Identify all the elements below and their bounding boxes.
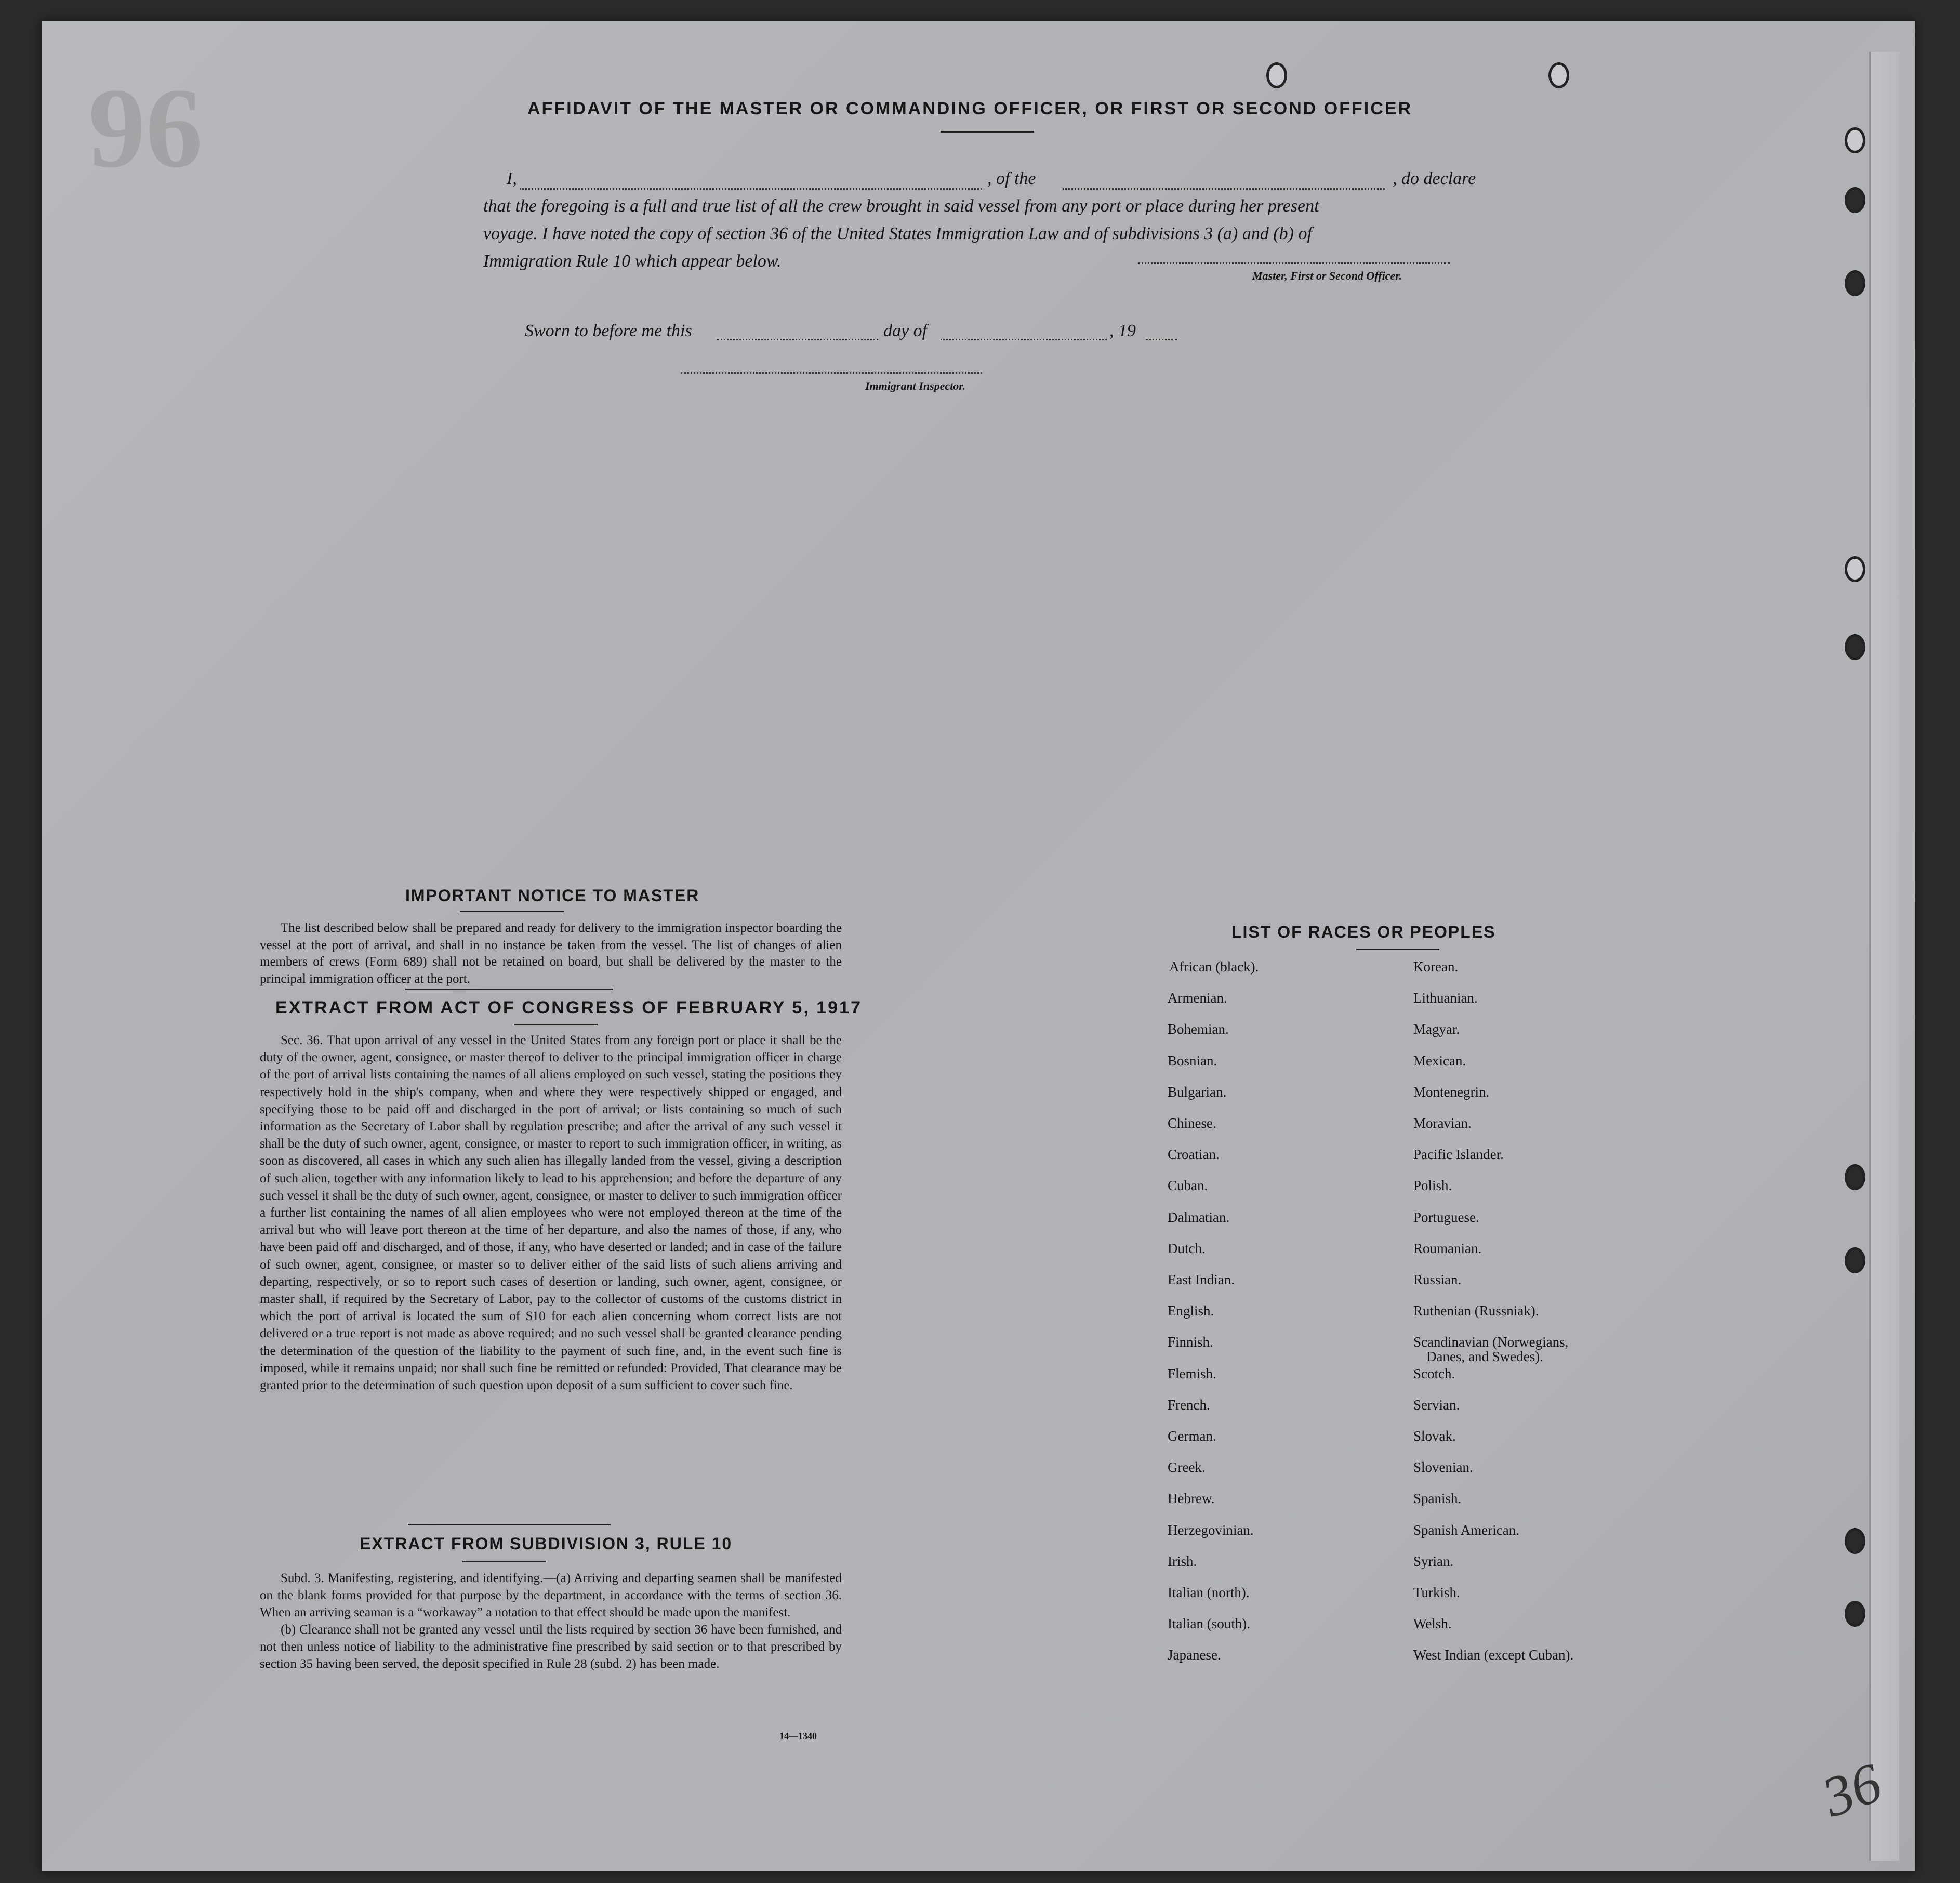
race-item: Cuban. xyxy=(1168,1178,1208,1194)
form-number: 14—1340 xyxy=(779,1731,817,1741)
race-item: Spanish American. xyxy=(1413,1522,1519,1538)
inspector-signature-line[interactable] xyxy=(681,372,982,374)
race-item: German. xyxy=(1168,1428,1216,1444)
act-extract-title: EXTRACT FROM ACT OF CONGRESS OF FEBRUARY 5, 1917 xyxy=(275,998,862,1018)
race-item: Montenegrin. xyxy=(1413,1084,1490,1100)
subdivision-3b-paragraph: (b) Clearance shall not be granted any vessel until the lists required by section 36 have been furnished, and not then unless notice of liability to the administrative fine prescribed by said section or to that prescribed by section 35 having been served, the deposit specified in Rule 28 (subd. 2) has been made. xyxy=(260,1623,842,1671)
sworn-year-field[interactable] xyxy=(1146,339,1177,340)
races-title-rule xyxy=(1356,949,1439,950)
affidavit-line-4: Immigration Rule 10 which appear below. xyxy=(483,252,782,271)
binder-hole xyxy=(1845,270,1865,296)
race-item: Flemish. xyxy=(1168,1365,1216,1381)
affidavit-i-label: I, xyxy=(507,169,517,188)
race-item: Syrian. xyxy=(1413,1553,1454,1569)
day-of-label: day of xyxy=(883,321,928,340)
race-item: Russian. xyxy=(1413,1272,1462,1287)
race-item: Slovenian. xyxy=(1413,1459,1473,1476)
officer-signature-line[interactable] xyxy=(1138,262,1450,264)
race-item: Dalmatian. xyxy=(1168,1209,1230,1225)
section-36-paragraph: Sec. 36. That upon arrival of any vessel in the United States from any foreign port or place it shall be the duty of the owner, agent, consignee, or master thereof to deliver to the principal immigration officer in charge of the port of arrival lists containing the names of all aliens employed on such vessel, stating the positions they respectively hold in the ship's company, when and where they were respectively shipped or engaged, and specifying those to be paid off and discharged in the port of arrival; or lists containing so much of such information as the Secretary of Labor shall by regulation prescribe; and after the arrival of any such vessel it shall be the duty of such owner, agent, consignee, or master to report to such immigration officer, in writing, as soon as discovered, all cases in which any such alien has illegally landed from the vessel, giving a description of such alien, together with any information likely to lead to his apprehension; and before the departure of any such vessel it shall be the duty of such owner, agent, consignee, or master to deliver to such immigration officer a further list containing the names of all alien employees who were not employed thereon at the time of the arrival but who will leave port thereon at the time of her departure, and also the names of those, if any, who have been paid off and discharged, and of those, if any, who have deserted or landed; and in case of the failure of such owner, agent, consignee, or master so to deliver either of the said lists of such aliens arriving and departing, respectively, or so to report such cases of desertion or landing, such owner, agent, consignee, or master shall, if required by the Secretary of Labor, pay to the collector of customs of the customs district in which the port of arrival is located the sum of $10 for each alien concerning whom correct lists are not delivered or a true report is not made as above required; and no such vessel shall be granted clearance pending the determination of the question of the liability to the payment of such fine, and, in the event such fine is imposed, while it remains unpaid; nor shall such fine be remitted or refunded: Provided, That clearance may be granted prior to the determination of such question upon deposit of a sum sufficient to cover such fine. xyxy=(260,1033,842,1393)
handwritten-page-number: 36 xyxy=(1814,1750,1890,1829)
notice-paragraph: The list described below shall be prepared and ready for delivery to the immigration inspector boarding the vessel at the port of arrival, and shall in no instance be taken from the vessel. The list of changes of alien members of crews (Form 689) shall not be retained on board, but shall be delivered by the master to the principal immigration officer at the port. xyxy=(260,921,842,986)
act-title-rule xyxy=(514,1024,598,1025)
subdivision-3a-paragraph: Subd. 3. Manifesting, registering, and identifying.—(a) Arriving and departing seamen shall be manifested on the blank forms provided for that purpose by the department, in accordance with the terms of section 36. When an arriving seaman is a “workaway” a notation to that effect should be made upon the manifest. xyxy=(260,1571,842,1619)
race-item: Portuguese. xyxy=(1413,1209,1479,1225)
race-item: Moravian. xyxy=(1413,1115,1472,1131)
race-item: Finnish. xyxy=(1168,1334,1213,1350)
race-item: Spanish. xyxy=(1413,1491,1462,1507)
notice-title-rule xyxy=(460,911,564,912)
race-item: Chinese. xyxy=(1168,1115,1216,1131)
race-item: Danes, and Swedes). xyxy=(1426,1349,1543,1365)
affidavit-of-the-label: , of the xyxy=(987,169,1036,188)
binder-hole xyxy=(1845,1528,1865,1554)
races-title: LIST OF RACES OR PEOPLES xyxy=(1231,923,1496,941)
binder-hole xyxy=(1845,556,1865,582)
race-item: Armenian. xyxy=(1168,990,1227,1006)
race-item: Turkish. xyxy=(1413,1585,1460,1600)
race-item: African (black). xyxy=(1169,959,1259,975)
sworn-label: Sworn to before me this xyxy=(525,321,692,340)
inspector-caption: Immigrant Inspector. xyxy=(865,379,966,392)
rule-title-rule xyxy=(462,1561,546,1562)
race-item: English. xyxy=(1168,1303,1214,1319)
race-item: Pacific Islander. xyxy=(1413,1147,1504,1163)
affidavit-title: AFFIDAVIT OF THE MASTER OR COMMANDING OFFICER, OR FIRST OR SECOND OFFICER xyxy=(527,99,1412,118)
race-item: Slovak. xyxy=(1413,1428,1456,1444)
race-item: Scandinavian (Norwegians, xyxy=(1413,1334,1569,1350)
race-item: Ruthenian (Russniak). xyxy=(1413,1303,1539,1319)
rule-extract-text xyxy=(260,1570,842,1673)
race-item: Herzegovinian. xyxy=(1168,1522,1254,1538)
race-item: Bulgarian. xyxy=(1168,1084,1227,1100)
year-label: , 19 xyxy=(1109,321,1136,340)
race-item: Welsh. xyxy=(1413,1616,1452,1632)
rule-extract-title: EXTRACT FROM SUBDIVISION 3, RULE 10 xyxy=(360,1534,733,1553)
binder-hole xyxy=(1266,62,1287,88)
race-item: Dutch. xyxy=(1168,1240,1206,1256)
notice-title: IMPORTANT NOTICE TO MASTER xyxy=(405,886,700,905)
race-item: Servian. xyxy=(1413,1397,1460,1413)
race-item: Scotch. xyxy=(1413,1365,1455,1381)
race-item: Japanese. xyxy=(1168,1647,1221,1663)
affidavit-line-3: voyage. I have noted the copy of section 36 of the United States Immigration Law and of subdivisions 3 (a) and (b) of xyxy=(483,224,1312,243)
officer-name-field[interactable] xyxy=(520,188,982,190)
document-page xyxy=(42,21,1915,1871)
sworn-month-field[interactable] xyxy=(941,339,1107,340)
race-item: Italian (south). xyxy=(1168,1616,1250,1632)
act-extract-text xyxy=(260,1032,842,1394)
signature-caption: Master, First or Second Officer. xyxy=(1252,269,1402,282)
race-item: Croatian. xyxy=(1168,1147,1220,1163)
race-item: Italian (north). xyxy=(1168,1585,1250,1600)
binder-hole xyxy=(1845,127,1865,153)
race-item: Roumanian. xyxy=(1413,1240,1482,1256)
notice-text xyxy=(260,920,842,987)
binder-hole xyxy=(1845,634,1865,660)
race-item: Irish. xyxy=(1168,1553,1197,1569)
race-item: French. xyxy=(1168,1397,1210,1413)
race-item: Polish. xyxy=(1413,1178,1452,1194)
race-item: Greek. xyxy=(1168,1459,1206,1476)
binder-hole xyxy=(1845,1601,1865,1627)
affidavit-title-rule xyxy=(941,131,1034,133)
race-item: Hebrew. xyxy=(1168,1491,1215,1507)
race-item: Bohemian. xyxy=(1168,1021,1229,1037)
binder-hole xyxy=(1845,187,1865,213)
race-item: Mexican. xyxy=(1413,1052,1466,1069)
affidavit-line-2: that the foregoing is a full and true list of all the crew brought in said vessel from any port or place during her present xyxy=(483,196,1319,216)
race-item: East Indian. xyxy=(1168,1272,1235,1287)
section-divider xyxy=(408,1524,611,1525)
section-divider xyxy=(405,989,613,990)
race-item: Bosnian. xyxy=(1168,1052,1217,1069)
vessel-name-field[interactable] xyxy=(1063,188,1385,190)
binder-hole xyxy=(1845,1247,1865,1273)
sworn-day-field[interactable] xyxy=(717,339,878,340)
page-edge xyxy=(1869,52,1899,1861)
race-item: West Indian (except Cuban). xyxy=(1413,1647,1574,1663)
race-item: Lithuanian. xyxy=(1413,990,1478,1006)
binder-hole xyxy=(1845,1164,1865,1190)
affidavit-declare-label: , do declare xyxy=(1393,169,1476,188)
race-item: Korean. xyxy=(1413,959,1459,975)
race-item: Magyar. xyxy=(1413,1021,1460,1037)
bleed-through-number: 96 xyxy=(88,64,203,191)
binder-hole xyxy=(1548,62,1569,88)
